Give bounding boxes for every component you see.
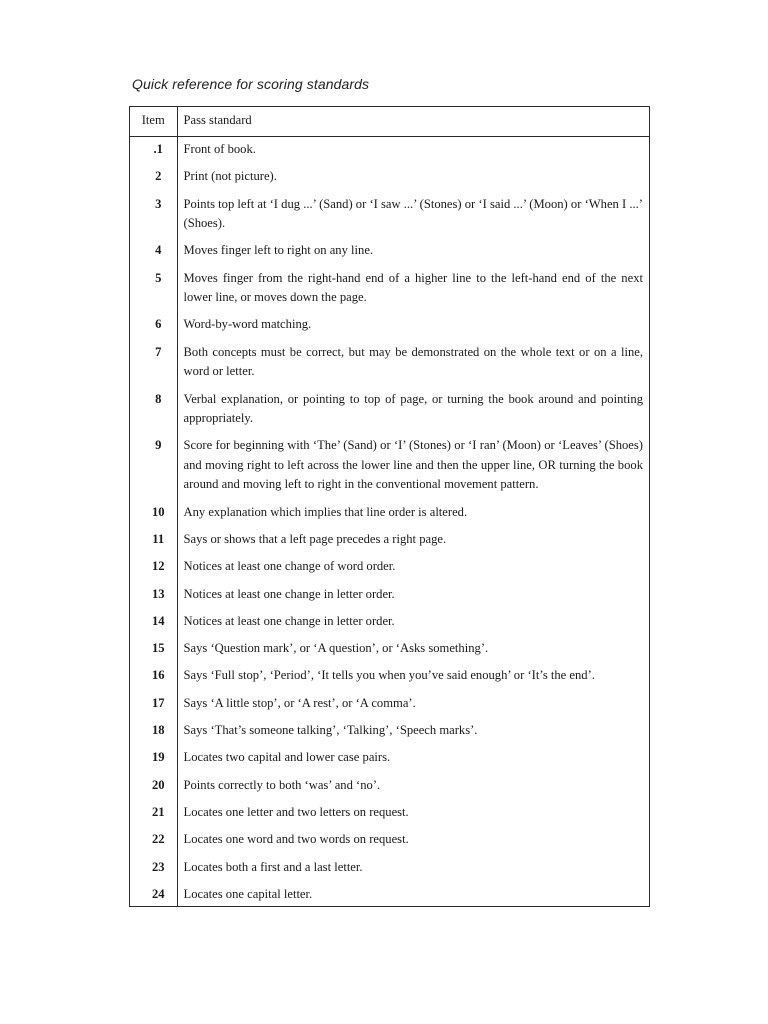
table-row [130, 885, 649, 907]
header-row [130, 107, 649, 137]
pass-standard-text: Both concepts must be correct, but may be demonstrated on the whole text or on a line, word or letter. [183, 344, 643, 379]
pass-standard-text: Says ‘A little stop’, or ‘A rest’, or ‘A comma’. [183, 695, 416, 710]
page-title: Quick reference for scoring standards [132, 76, 370, 92]
pass-standard-text: Locates one capital letter. [183, 886, 313, 901]
item-number: 7 [130, 343, 177, 390]
item-number: 20 [130, 776, 177, 803]
column-header-pass-standard: Pass standard [177, 107, 649, 137]
table-body [130, 137, 649, 907]
table-row [130, 776, 649, 803]
item-number: 11 [130, 530, 177, 557]
item-number: 24 [130, 885, 177, 907]
pass-standard-text: Front of book. [183, 142, 256, 156]
pass-standard-text: Notices at least one change of word order. [183, 559, 396, 574]
item-number: 5 [130, 269, 177, 316]
pass-standard-text: Notices at least one change in letter order. [183, 586, 395, 601]
pass-standard-text: Locates one word and two words on request. [183, 832, 409, 847]
table-row [130, 639, 649, 666]
table-row [130, 195, 649, 242]
table-row [130, 167, 649, 194]
table-row [130, 858, 649, 885]
pass-standard-text: Locates both a first and a last letter. [183, 859, 363, 874]
pass-standard-text: Notices at least one change in letter order. [183, 613, 395, 628]
table-header [130, 107, 649, 137]
item-number: 10 [130, 503, 177, 530]
item-number: 3 [130, 195, 177, 242]
table-row [130, 530, 649, 557]
table-row [130, 315, 649, 342]
table-row [130, 694, 649, 721]
scoring-standards-table [129, 106, 650, 907]
item-number: 23 [130, 858, 177, 885]
table-row [130, 436, 649, 502]
item-number: 21 [130, 803, 177, 830]
table-row [130, 585, 649, 612]
pass-standard-text: Word-by-word matching. [183, 317, 312, 332]
pass-standard-text: Locates one letter and two letters on request. [183, 804, 409, 819]
pass-standard-text: Says ‘Question mark’, or ‘A question’, or ‘Asks something’. [183, 641, 489, 656]
item-number: 15 [130, 639, 177, 666]
table-row [130, 390, 649, 437]
item-number: 14 [130, 612, 177, 639]
pass-standard-text: Says or shows that a left page precedes a right page. [183, 531, 447, 546]
pass-standard-text: Moves finger left to right on any line. [183, 243, 374, 258]
pass-standard-text: Score for beginning with ‘The’ (Sand) or ‘I’ (Stones) or ‘I ran’ (Moon) or ‘Leaves’ (Shoes) and moving right to left across the lower line and then the upper line, OR turning the book around and moving left to right in the conventional movement pattern. [183, 438, 643, 492]
pass-standard-text: Says ‘That’s someone talking’, ‘Talking’, ‘Speech marks’. [183, 723, 478, 738]
pass-standard-text: Any explanation which implies that line order is altered. [183, 504, 468, 519]
item-number: 17 [130, 694, 177, 721]
table-row [130, 666, 649, 693]
pass-standard-text: Print (not picture). [183, 169, 277, 184]
table-row [130, 137, 649, 168]
table-row [130, 557, 649, 584]
item-number: 9 [130, 436, 177, 502]
item-number: .1 [130, 137, 177, 168]
item-number: 6 [130, 315, 177, 342]
pass-standard-text: Points top left at ‘I dug ...’ (Sand) or ‘I saw ...’ (Stones) or ‘I said ...’ (Moon) or ‘When I ...’ (Shoes). [183, 196, 643, 231]
table-row [130, 343, 649, 390]
table-row [130, 503, 649, 530]
pass-standard-text: Points correctly to both ‘was’ and ‘no’. [183, 777, 381, 792]
item-number: 12 [130, 557, 177, 584]
item-number: 13 [130, 585, 177, 612]
item-number: 2 [130, 167, 177, 194]
table-row [130, 748, 649, 775]
table-row [130, 612, 649, 639]
table-row [130, 830, 649, 857]
standards-table [130, 107, 649, 906]
table-row [130, 721, 649, 748]
pass-standard-text: Verbal explanation, or pointing to top of page, or turning the book around and pointing appropriately. [183, 391, 643, 426]
pass-standard-text: Says ‘Full stop’, ‘Period’, ‘It tells you when you’ve said enough’ or ‘It’s the end’. [183, 668, 595, 683]
table-row [130, 269, 649, 316]
item-number: 4 [130, 241, 177, 268]
table-row [130, 803, 649, 830]
column-header-item: Item [130, 107, 177, 137]
item-number: 8 [130, 390, 177, 437]
item-number: 19 [130, 748, 177, 775]
item-number: 22 [130, 830, 177, 857]
table-row [130, 241, 649, 268]
pass-standard-text: Locates two capital and lower case pairs. [183, 750, 391, 765]
item-number: 18 [130, 721, 177, 748]
item-number: 16 [130, 666, 177, 693]
pass-standard-text: Moves finger from the right-hand end of a higher line to the left-hand end of the next lower line, or moves down the page. [183, 270, 643, 305]
